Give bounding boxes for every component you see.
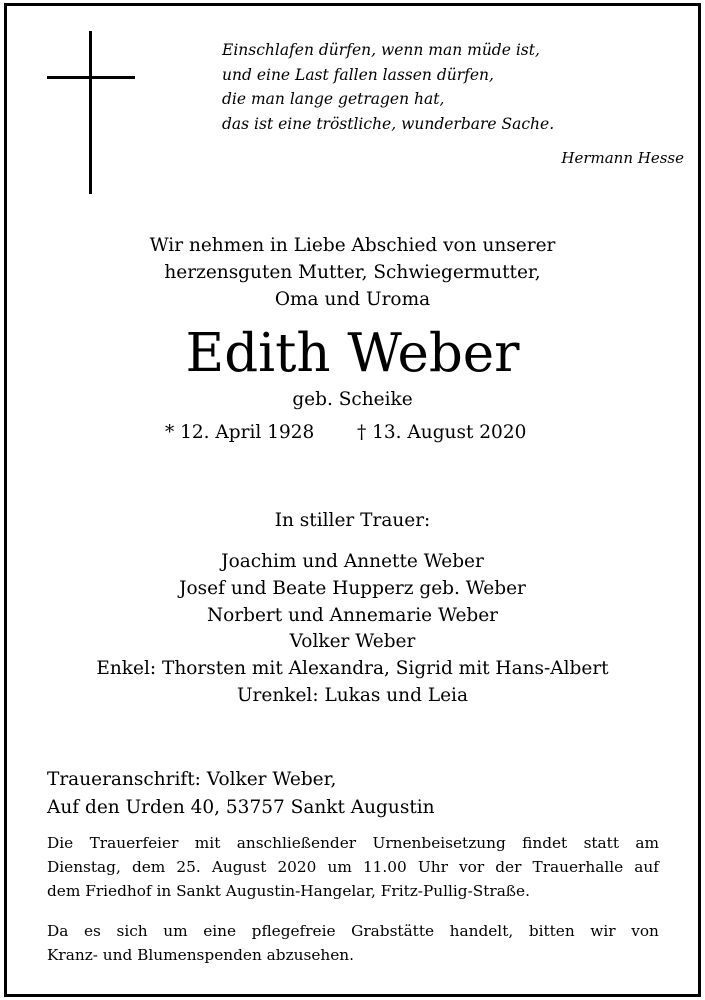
poem-line: Einschlafen dürfen, wenn man müde ist, <box>222 41 540 59</box>
poem-quote <box>222 38 662 136</box>
intro-line: Wir nehmen in Liebe Abschied von unserer <box>149 235 556 256</box>
cross-icon-horizontal <box>47 76 135 79</box>
poem-line: das ist eine tröstliche, wunderbare Sache. <box>222 114 555 133</box>
mourner-line: Josef und Beate Hupperz geb. Weber <box>179 577 526 599</box>
mourner-line: Volker Weber <box>289 631 416 653</box>
request-paragraph <box>47 919 659 967</box>
intro-text <box>0 232 705 313</box>
mourners-title: In stiller Trauer: <box>274 510 431 531</box>
ceremony-paragraph <box>47 831 659 903</box>
address-line: Traueranschrift: Volker Weber, <box>47 769 337 790</box>
mourner-line: Urenkel: Lukas und Leia <box>236 684 469 706</box>
intro-line: Oma und Uroma <box>274 289 431 310</box>
request-line: Kranz- und Blumenspenden abzusehen. <box>47 946 355 964</box>
birth-date: * 12. April 1928 <box>165 422 315 443</box>
ceremony-line: Die Trauerfeier mit anschließender Urnenbeisetzung findet statt am <box>47 834 659 852</box>
ceremony-line: dem Friedhof in Sankt Augustin-Hangelar, Fritz-Pullig-Straße. <box>47 882 530 900</box>
mourners-list <box>0 549 705 710</box>
mourner-line: Enkel: Thorsten mit Alexandra, Sigrid mit Hans-Albert <box>96 658 609 680</box>
address-line: Auf den Urden 40, 53757 Sankt Augustin <box>47 796 435 818</box>
poem-line: die man lange getragen hat, <box>222 90 445 108</box>
request-line: Da es sich um eine pflegefreie Grabstätte handelt, bitten wir von <box>47 922 659 940</box>
poem-line: und eine Last fallen lassen dürfen, <box>222 65 494 84</box>
mourner-line: Norbert und Annemarie Weber <box>206 604 499 626</box>
mourner-line: Joachim und Annette Weber <box>221 551 484 572</box>
death-date: † 13. August 2020 <box>357 422 527 443</box>
poem-author: Hermann Hesse <box>561 149 684 167</box>
maiden-name: geb. Scheike <box>292 389 413 410</box>
deceased-name: Edith Weber <box>185 323 520 384</box>
ceremony-line: Dienstag, dem 25. August 2020 um 11.00 Uhr vor der Trauerhalle auf <box>47 858 659 876</box>
mourning-address <box>47 766 435 821</box>
intro-line: herzensguten Mutter, Schwiegermutter, <box>164 262 541 283</box>
cross-icon-vertical <box>89 31 92 194</box>
